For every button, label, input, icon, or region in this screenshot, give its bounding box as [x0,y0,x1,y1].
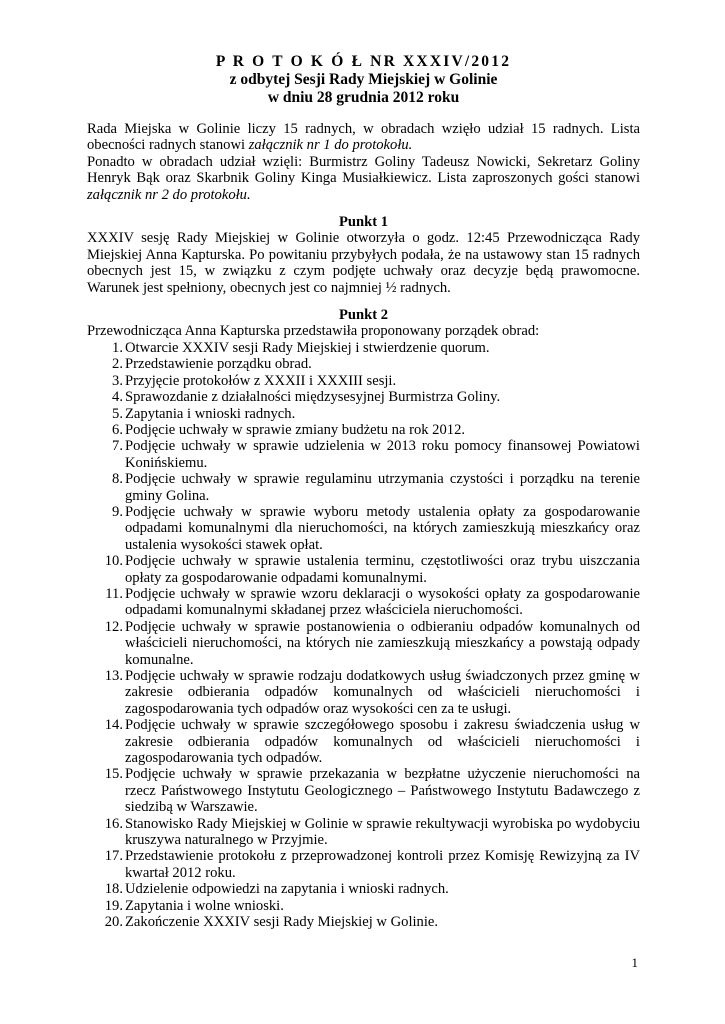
agenda-item [87,586,640,619]
agenda-item [87,717,640,766]
agenda-item-text: Otwarcie XXXIV sesji Rady Miejskiej i stwierdzenie quorum. [125,339,490,356]
agenda-item [87,406,640,422]
agenda-item [87,881,640,897]
attachment-1-reference: załącznik nr 1 do protokołu. [248,137,413,154]
agenda-item-text: Stanowisko Rady Miejskiej w Golinie w sprawie rekultywacji wyrobiska po wydobyciu kruszywa naturalnego w Przyjmie. [125,815,640,849]
agenda-item-text: Zapytania i wolne wnioski. [125,897,284,914]
document-page [87,53,640,931]
punkt-1-text: XXXIV sesję Rady Miejskiej w Golinie otworzyła o godz. 12:45 Przewodnicząca Rady Miejskiej Anna Kapturska. Po powitaniu przybyłych podała, że na ustawowy stan 15 radnych obecnych jest 15, w związku z czym podjęte uchwały oraz decyzje będą prawomocne. Warunek jest spełniony, obecnych jest co najmniej ½ radnych. [87,230,640,296]
document-title [87,53,640,107]
intro-paragraph-1 [87,121,640,154]
agenda-item-text: Podjęcie uchwały w sprawie zmiany budżetu na rok 2012. [125,421,466,438]
page-number: 1 [631,955,638,970]
agenda-item [87,914,640,930]
agenda-item-number: 20. [104,914,123,931]
agenda-item-number: 9. [112,503,123,520]
agenda-item-text: Podjęcie uchwały w sprawie przekazania w bezpłatne użyczenie nieruchomości na rzecz Państwowego Instytutu Geologicznego – Państwowego Instytutu Badawczego z siedzibą w Warszawie. [125,766,640,816]
agenda-item [87,848,640,881]
agenda-item [87,766,640,815]
agenda-item-number: 2. [112,356,123,373]
attachment-2-reference: załącznik nr 2 do protokołu. [87,186,251,203]
agenda-item-text: Podjęcie uchwały w sprawie szczegółowego sposobu i zakresu świadczenia usług w zakresie odbierania odpadów komunalnych od właścicieli nieruchomości i zagospodarowania tych odpadów. [125,717,640,767]
agenda-item-number: 6. [112,421,123,438]
agenda-item [87,389,640,405]
agenda-item-number: 1. [112,339,123,356]
agenda-item-number: 19. [104,897,123,914]
agenda-item-number: 16. [104,815,123,832]
punkt-2-intro: Przewodnicząca Anna Kapturska przedstawiła proponowany porządek obrad: [87,323,540,340]
agenda-item-number: 15. [104,766,123,783]
agenda-item-number: 8. [112,471,123,488]
agenda-item-number: 17. [104,848,123,865]
agenda-item [87,356,640,372]
agenda-item [87,373,640,389]
agenda-item-text: Podjęcie uchwały w sprawie regulaminu utrzymania czystości i porządku na terenie gminy Golina. [125,471,640,504]
title-line-3: w dniu 28 grudnia 2012 roku [267,89,460,106]
punkt-1-heading: Punkt 1 [338,214,389,231]
agenda-item-text: Podjęcie uchwały w sprawie udzielenia w 2013 roku pomocy finansowej Powiatowi Konińskiemu. [125,438,640,471]
agenda-item-number: 12. [104,618,123,635]
title-line-1: P R O T O K Ó Ł NR XXXIV/2012 [215,53,512,70]
agenda-item-number: 3. [112,372,123,389]
agenda-item-number: 7. [112,438,123,455]
agenda-item [87,471,640,504]
agenda-item-number: 10. [104,553,123,570]
agenda-item-number: 4. [112,389,123,406]
agenda-item [87,438,640,471]
agenda-item-text: Przyjęcie protokołów z XXXII i XXXIII sesji. [125,372,397,389]
agenda-item-text: Sprawozdanie z działalności międzysesyjnej Burmistrza Goliny. [125,389,501,406]
agenda-item-text: Podjęcie uchwały w sprawie postanowienia o odbieraniu odpadów komunalnych od właścicieli nieruchomości, na których nie zamieszkują mieszkańcy a powstają odpady komunalne. [125,618,640,668]
agenda-item [87,816,640,849]
agenda-item-number: 13. [104,668,123,684]
agenda-item-text: Podjęcie uchwały w sprawie wyboru metody ustalenia opłaty za gospodarowanie odpadami komunalnymi dla nieruchomości, na których zamieszkują mieszkańcy oraz ustalenia wysokości stawek opłat. [125,503,640,553]
title-line-2: z odbytej Sesji Rady Miejskiej w Golinie [229,71,498,88]
agenda-item-text: Przedstawienie protokołu z przeprowadzonej kontroli przez Komisję Rewizyjną za IV kwartał 2012 roku. [125,848,640,881]
punkt-2-heading: Punkt 2 [338,307,389,324]
agenda-item-text: Zakończenie XXXIV sesji Rady Miejskiej w Golinie. [125,914,439,931]
agenda-item [87,504,640,553]
agenda-item [87,668,640,717]
agenda-item [87,619,640,668]
agenda-item-text: Podjęcie uchwały w sprawie wzoru deklaracji o wysokości opłaty za gospodarowanie odpadami komunalnymi składanej przez właściciela nieruchomości. [125,585,640,619]
agenda-item-number: 5. [112,405,123,422]
agenda-item-text: Podjęcie uchwały w sprawie rodzaju dodatkowych usług świadczonych przez gminę w zakresie odbierania odpadów komunalnych od właścicieli nieruchomości i zagospodarowania tych odpadów oraz wysokości cen za te usługi. [125,668,640,717]
agenda-list [87,340,640,931]
agenda-item [87,422,640,438]
agenda-item-text: Podjęcie uchwały w sprawie ustalenia terminu, częstotliwości oraz trybu uiszczania opłaty za gospodarowanie odpadami komunalnymi. [125,553,640,586]
agenda-item-number: 11. [105,585,123,602]
agenda-item [87,553,640,586]
agenda-item-number: 14. [104,717,123,734]
intro-p1-text: Rada Miejska w Golinie liczy 15 radnych, w obradach wzięło udział 15 radnych. Lista obecności radnych stanowi [87,121,640,154]
agenda-item-text: Zapytania i wnioski radnych. [125,405,296,422]
intro-p2-text: Ponadto w obradach udział wzięli: Burmistrz Goliny Tadeusz Nowicki, Sekretarz Goliny Henryk Bąk oraz Skarbnik Goliny Kinga Musiałkiewicz. Lista zaproszonych gości stanowi [87,153,640,187]
intro-paragraph-2 [87,154,640,203]
agenda-item [87,340,640,356]
agenda-item-text: Przedstawienie porządku obrad. [125,356,312,373]
agenda-item-text: Udzielenie odpowiedzi na zapytania i wnioski radnych. [125,881,449,898]
agenda-item-number: 18. [104,881,123,898]
agenda-item [87,898,640,914]
